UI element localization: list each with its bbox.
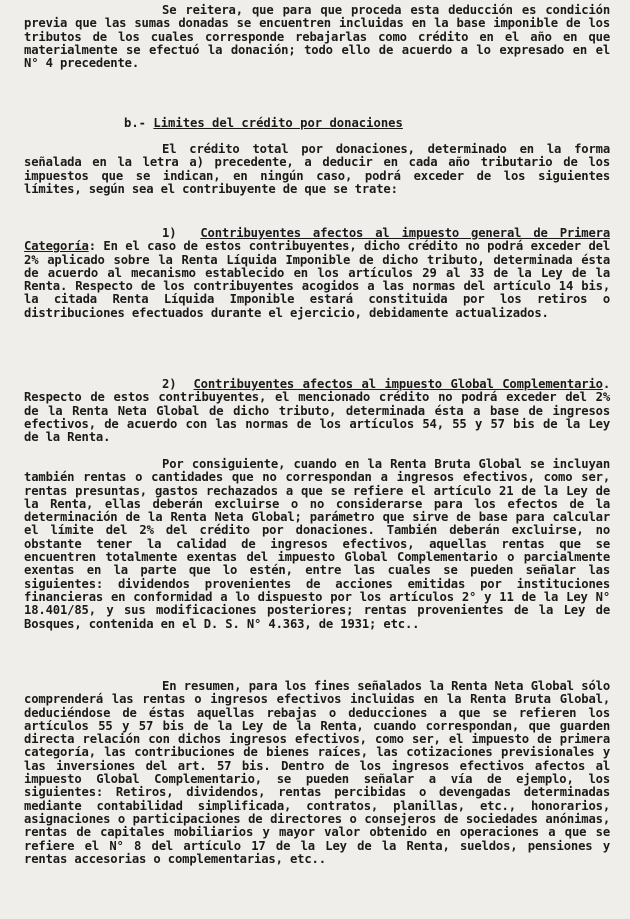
- paragraph-condition-text: Se reitera, que para que proceda esta deducción es condición previa que las sumas donadas se encuentren incluidas en la base imponible de los tributos de los cuales corresponde rebajarlas como crédito en el año en que materialmente se efectuó la donación; todo ello de acuerdo a lo expresado en el N° 4 precedente.: [24, 3, 610, 71]
- paragraph-resumen: [24, 680, 610, 866]
- subsection-2-number: 2): [162, 377, 177, 391]
- subsection-2-title: Contribuyentes afectos al impuesto Global Complementario: [193, 377, 603, 391]
- paragraph-resumen-text: En resumen, para los fines señalados la Renta Neta Global sólo comprenderá las rentas o ingresos efectivos incluidas en la Renta Bruta Global, deduciéndose de éstas aquellas rebajas o deducciones a que se refieren los artículos 55 y 57 bis de la Ley de la Renta, cuando correspondan, que guarden directa relación con dichos ingresos efectivos, como ser, el impuesto de primera categoría, las contribuciones de bienes raíces, las cotizaciones previsionales y las inversiones del art. 57 bis. Dentro de los ingresos efectivos afectos al impuesto Global Complementario, se pueden señalar a vía de ejemplo, los siguientes: Retiros, dividendos, rentas percibidas o devengadas determinadas mediante contabilidad simplificada, contratos, planillas, etc., honorarios, asignaciones o participaciones de directores o consejeros de sociedades anónimas, rentas de capitales mobiliarios y mayor valor obtenido en operaciones a que se refiere el N° 8 del artículo 17 de la Ley de la Renta, sueldos, pensiones y rentas accesorias o complementarias, etc..: [24, 679, 610, 866]
- paragraph-condition: [24, 4, 610, 70]
- subsection-1-body: : En el caso de estos contribuyentes, dicho crédito no podrá exceder del 2% aplicado sobre la Renta Líquida Imponible de dicho tributo, determinada ésta de acuerdo al mecanismo establecido en los artículos 29 al 33 de la Ley de la Renta. Respecto de los contribuyentes acogidos a las normas del artículo 14 bis, la citada Renta Líquida Imponible estará constituida por los retiros o distribuciones efectuados durante el ejercicio, debidamente actualizados.: [24, 239, 610, 320]
- paragraph-consiguiente: [24, 458, 610, 631]
- subsection-2-body-b: , de acuerdo con las normas de los artículos 54, 55 y 57 bis de la Ley de la Renta.: [24, 416, 610, 445]
- subsection-1-number: 1): [162, 226, 177, 240]
- section-heading-prefix: b.-: [124, 116, 147, 130]
- section-heading-title: Limites del crédito por donaciones: [153, 116, 403, 130]
- subsection-2-emphasis: a base de ingresos efectivos: [24, 403, 611, 431]
- section-heading: [124, 117, 403, 130]
- paragraph-consiguiente-text: Por consiguiente, cuando en la Renta Bruta Global se incluyan también rentas o cantidades que no correspondan a ingresos efectivos, como ser, rentas presuntas, gastos rechazados a que se refiere el artículo 21 de la Ley de la Renta, ellas deberán excluirse o no considerarse para los efectos de la determinación de la Renta Neta Global; parámetro que sirve de base para calcular el límite del 2% del crédito por donaciones. También deberán excluirse, no obstante tener la calidad de ingresos efectivos, aquellas rentas que se encuentren totalmente exentas del impuesto Global Complementario o parcialmente exentas en la parte que lo estén, entre las cuales se pueden señalar las siguientes: dividendos provenientes de acciones emitidas por instituciones financieras en conformidad a lo dispuesto por los artículos 2° y 11 de la Ley N° 18.401/85, y sus modificaciones posteriores; rentas provenientes de la Ley de Bosques, contenida en el D. S. N° 4.363, de 1931; etc..: [24, 457, 610, 631]
- paragraph-limits-intro: [24, 143, 610, 196]
- paragraph-limits-intro-text: El crédito total por donaciones, determinado en la forma señalada en la letra a) precedente, a deducir en cada año tributario de los impuestos que se indican, en ningún caso, podrá exceder de los siguientes límites, según sea el contribuyente de que se trate:: [24, 142, 610, 196]
- subsection-global-complementario: [24, 378, 610, 444]
- subsection-1-title: Contribuyentes afectos al impuesto general de Primera Categoría: [24, 226, 610, 254]
- subsection-primera-categoria: [24, 227, 610, 320]
- subsection-2-body-a: . Respecto de estos contribuyentes, el mencionado crédito no podrá exceder del 2% de la Renta Neta Global de dicho tributo, determinada ésta: [24, 377, 611, 418]
